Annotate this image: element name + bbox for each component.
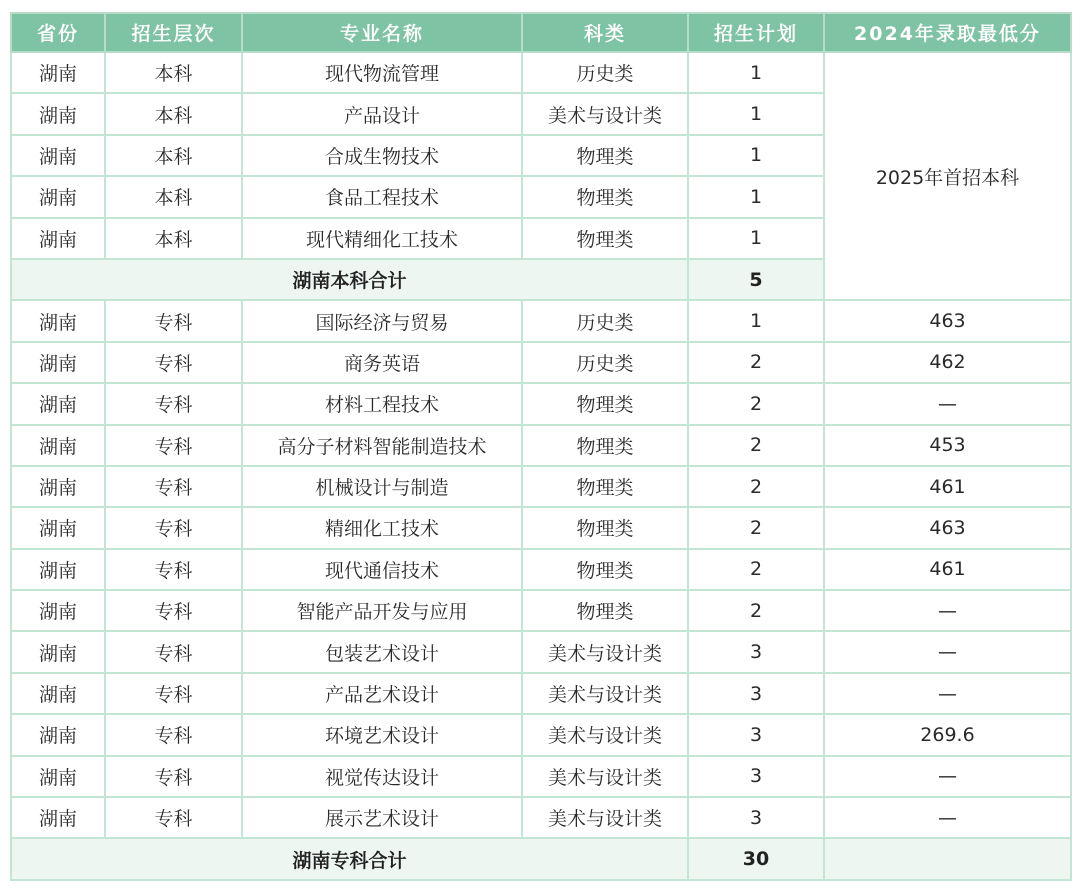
- cell-min-score: 462: [824, 342, 1071, 383]
- header-major: 专业名称: [242, 13, 522, 52]
- cell-province: 湖南: [11, 590, 105, 631]
- cell-category: 物理类: [522, 383, 688, 424]
- cell-min-score: —: [824, 631, 1071, 672]
- cell-major: 国际经济与贸易: [242, 300, 522, 341]
- cell-plan: 3: [688, 631, 824, 672]
- cell-min-score: 461: [824, 549, 1071, 590]
- cell-major: 高分子材料智能制造技术: [242, 425, 522, 466]
- cell-province: 湖南: [11, 507, 105, 548]
- cell-province: 湖南: [11, 300, 105, 341]
- cell-category: 物理类: [522, 466, 688, 507]
- cell-major: 材料工程技术: [242, 383, 522, 424]
- cell-category: 历史类: [522, 300, 688, 341]
- cell-plan: 2: [688, 466, 824, 507]
- table-row: [11, 52, 1071, 93]
- cell-level: 专科: [105, 466, 242, 507]
- cell-level: 专科: [105, 549, 242, 590]
- cell-major: 现代精细化工技术: [242, 218, 522, 259]
- cell-major: 展示艺术设计: [242, 797, 522, 838]
- cell-major: 包装艺术设计: [242, 631, 522, 672]
- cell-level: 专科: [105, 342, 242, 383]
- table-row: [11, 466, 1071, 507]
- college-subtotal-value: 30: [688, 838, 824, 879]
- cell-min-score: 463: [824, 507, 1071, 548]
- cell-province: 湖南: [11, 425, 105, 466]
- table-row: [11, 507, 1071, 548]
- cell-min-score: —: [824, 383, 1071, 424]
- cell-level: 专科: [105, 756, 242, 797]
- header-row: [11, 13, 1071, 52]
- cell-min-score: —: [824, 590, 1071, 631]
- cell-level: 专科: [105, 300, 242, 341]
- cell-category: 美术与设计类: [522, 756, 688, 797]
- table-row: [11, 590, 1071, 631]
- cell-major: 合成生物技术: [242, 135, 522, 176]
- cell-plan: 2: [688, 507, 824, 548]
- cell-major: 机械设计与制造: [242, 466, 522, 507]
- undergrad-subtotal-label: 湖南本科合计: [11, 259, 688, 300]
- cell-plan: 3: [688, 673, 824, 714]
- cell-major: 环境艺术设计: [242, 714, 522, 755]
- admission-plan-table-container: [10, 12, 1070, 881]
- cell-category: 物理类: [522, 549, 688, 590]
- college-subtotal-label: 湖南专科合计: [11, 838, 688, 879]
- cell-major: 食品工程技术: [242, 176, 522, 217]
- cell-plan: 3: [688, 797, 824, 838]
- cell-level: 专科: [105, 383, 242, 424]
- cell-level: 本科: [105, 218, 242, 259]
- cell-plan: 1: [688, 218, 824, 259]
- cell-plan: 2: [688, 590, 824, 631]
- table-row: [11, 714, 1071, 755]
- cell-province: 湖南: [11, 176, 105, 217]
- cell-province: 湖南: [11, 466, 105, 507]
- table-row: [11, 342, 1071, 383]
- header-category: 科类: [522, 13, 688, 52]
- cell-min-score: —: [824, 797, 1071, 838]
- cell-major: 精细化工技术: [242, 507, 522, 548]
- cell-province: 湖南: [11, 135, 105, 176]
- cell-category: 物理类: [522, 135, 688, 176]
- cell-major: 视觉传达设计: [242, 756, 522, 797]
- header-level: 招生层次: [105, 13, 242, 52]
- cell-major: 现代通信技术: [242, 549, 522, 590]
- header-plan: 招生计划: [688, 13, 824, 52]
- cell-province: 湖南: [11, 93, 105, 134]
- cell-level: 专科: [105, 425, 242, 466]
- cell-category: 历史类: [522, 342, 688, 383]
- cell-level: 专科: [105, 507, 242, 548]
- cell-category: 美术与设计类: [522, 673, 688, 714]
- cell-plan: 2: [688, 342, 824, 383]
- table-row: [11, 383, 1071, 424]
- cell-level: 本科: [105, 93, 242, 134]
- table-row: [11, 549, 1071, 590]
- cell-min-score: 463: [824, 300, 1071, 341]
- undergrad-note-cell: 2025年首招本科: [824, 52, 1071, 300]
- cell-min-score: 453: [824, 425, 1071, 466]
- cell-level: 专科: [105, 714, 242, 755]
- cell-min-score: —: [824, 673, 1071, 714]
- cell-major: 现代物流管理: [242, 52, 522, 93]
- cell-province: 湖南: [11, 631, 105, 672]
- cell-plan: 2: [688, 425, 824, 466]
- undergrad-subtotal-value: 5: [688, 259, 824, 300]
- header-min-score: 2024年录取最低分: [824, 13, 1071, 52]
- table-row: [11, 673, 1071, 714]
- cell-plan: 1: [688, 176, 824, 217]
- cell-category: 美术与设计类: [522, 93, 688, 134]
- cell-province: 湖南: [11, 52, 105, 93]
- cell-plan: 3: [688, 714, 824, 755]
- cell-plan: 2: [688, 549, 824, 590]
- cell-major: 产品设计: [242, 93, 522, 134]
- cell-province: 湖南: [11, 549, 105, 590]
- table-row: [11, 300, 1071, 341]
- cell-plan: 1: [688, 135, 824, 176]
- cell-category: 物理类: [522, 425, 688, 466]
- cell-plan: 3: [688, 756, 824, 797]
- cell-category: 物理类: [522, 590, 688, 631]
- cell-province: 湖南: [11, 383, 105, 424]
- cell-major: 产品艺术设计: [242, 673, 522, 714]
- cell-major: 智能产品开发与应用: [242, 590, 522, 631]
- cell-province: 湖南: [11, 797, 105, 838]
- cell-min-score: 461: [824, 466, 1071, 507]
- cell-province: 湖南: [11, 342, 105, 383]
- college-subtotal-row: [11, 838, 1071, 879]
- cell-plan: 1: [688, 93, 824, 134]
- cell-plan: 1: [688, 52, 824, 93]
- cell-province: 湖南: [11, 218, 105, 259]
- table-row: [11, 756, 1071, 797]
- table-row: [11, 631, 1071, 672]
- cell-category: 物理类: [522, 176, 688, 217]
- cell-level: 专科: [105, 631, 242, 672]
- cell-min-score: —: [824, 756, 1071, 797]
- header-province: 省份: [11, 13, 105, 52]
- cell-level: 本科: [105, 135, 242, 176]
- cell-category: 物理类: [522, 218, 688, 259]
- cell-level: 本科: [105, 52, 242, 93]
- college-subtotal-min-score: [824, 838, 1071, 879]
- cell-category: 物理类: [522, 507, 688, 548]
- cell-level: 专科: [105, 673, 242, 714]
- cell-category: 美术与设计类: [522, 714, 688, 755]
- cell-plan: 2: [688, 383, 824, 424]
- table-row: [11, 425, 1071, 466]
- table-row: [11, 797, 1071, 838]
- cell-category: 美术与设计类: [522, 631, 688, 672]
- cell-level: 专科: [105, 797, 242, 838]
- cell-province: 湖南: [11, 673, 105, 714]
- cell-category: 美术与设计类: [522, 797, 688, 838]
- admission-plan-table: [10, 12, 1072, 881]
- cell-province: 湖南: [11, 756, 105, 797]
- cell-min-score: 269.6: [824, 714, 1071, 755]
- cell-level: 本科: [105, 176, 242, 217]
- cell-plan: 1: [688, 300, 824, 341]
- cell-level: 专科: [105, 590, 242, 631]
- cell-province: 湖南: [11, 714, 105, 755]
- cell-category: 历史类: [522, 52, 688, 93]
- cell-major: 商务英语: [242, 342, 522, 383]
